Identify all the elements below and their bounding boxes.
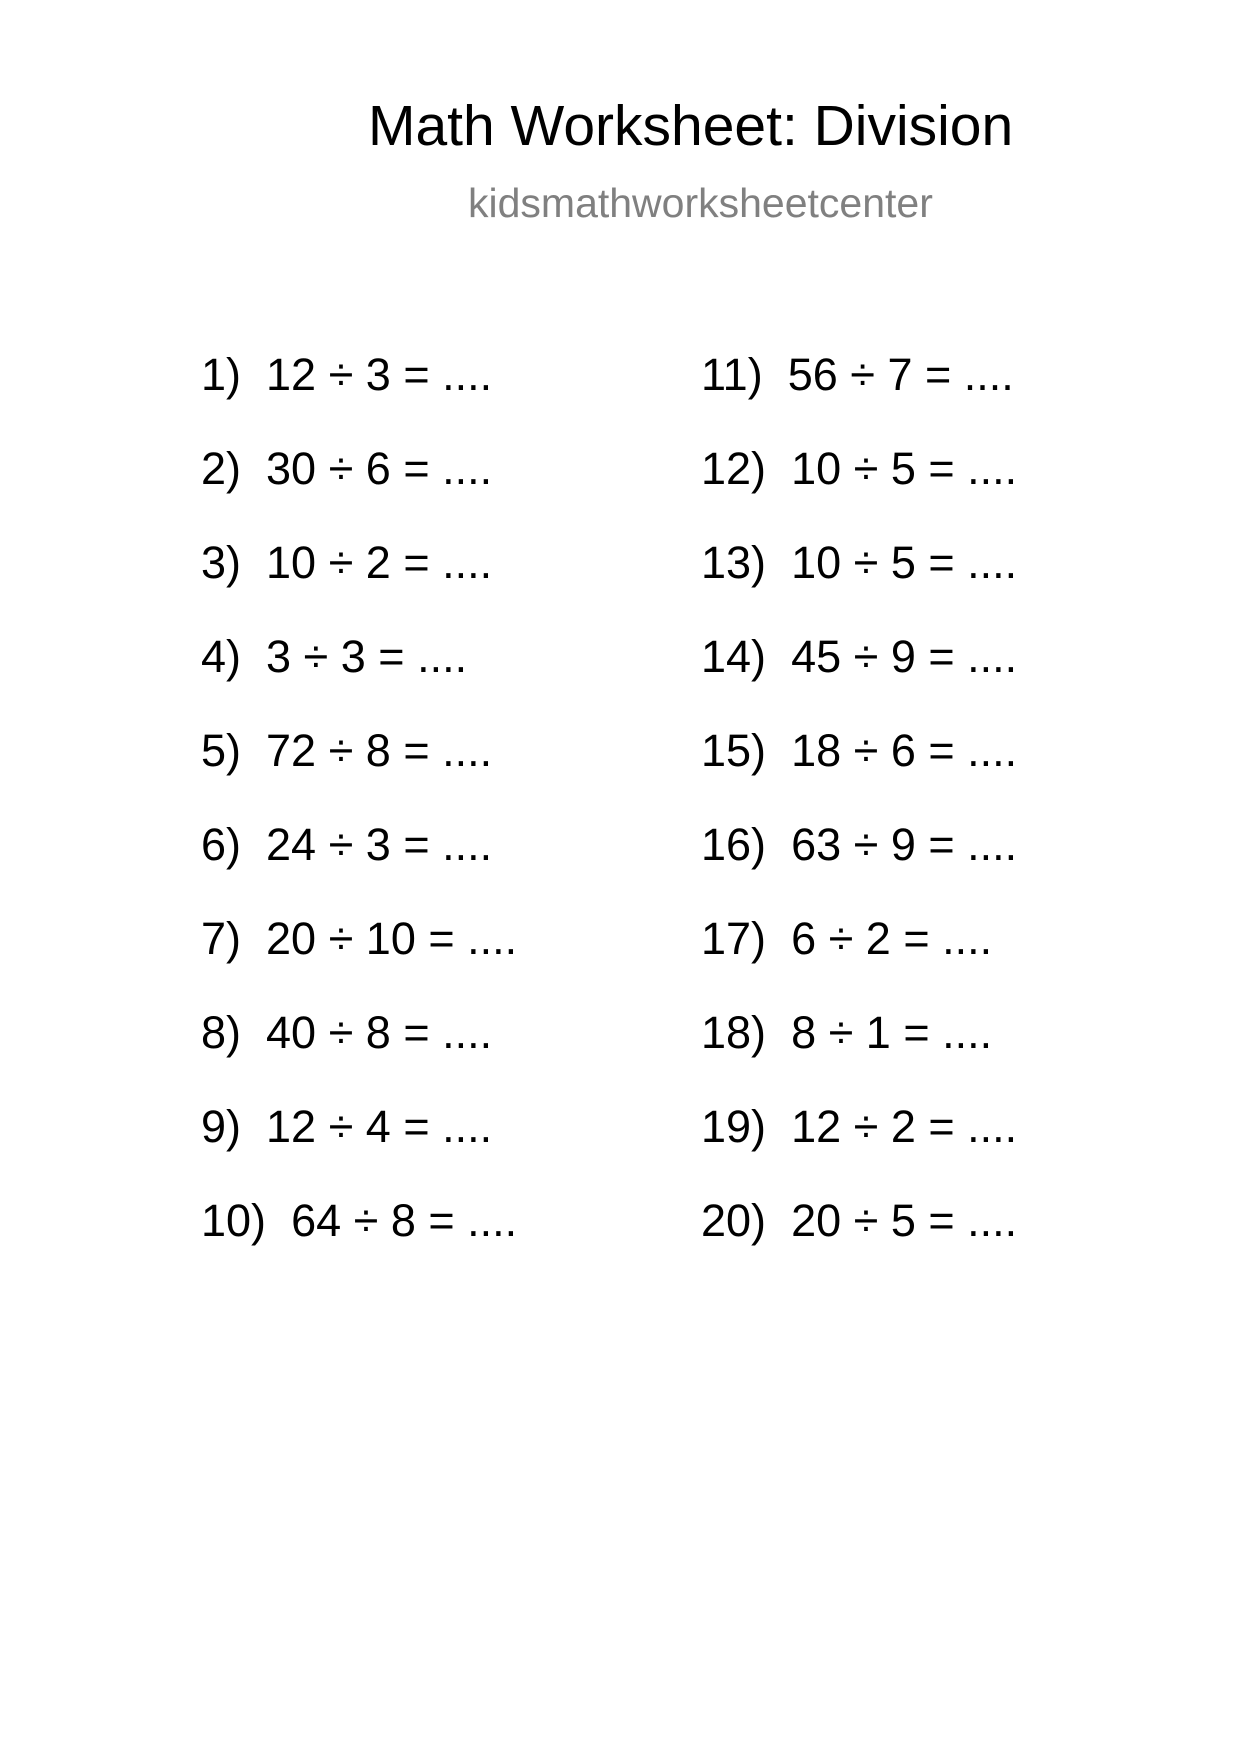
- problem-19: [701, 1101, 1018, 1152]
- problem-10: [201, 1195, 518, 1246]
- problem-number: 8): [201, 1007, 242, 1058]
- problem-expression: 72 ÷ 8 = ....: [266, 725, 493, 776]
- problem-expression: 20 ÷ 5 = ....: [791, 1195, 1018, 1246]
- problem-8: [201, 1007, 493, 1058]
- problem-11: [701, 349, 1014, 400]
- problem-2: [201, 443, 493, 494]
- problem-number: 4): [201, 631, 242, 682]
- problem-expression: 6 ÷ 2 = ....: [791, 913, 993, 964]
- problem-number: 17): [701, 913, 767, 964]
- problem-expression: 30 ÷ 6 = ....: [266, 443, 493, 494]
- problem-expression: 12 ÷ 2 = ....: [791, 1101, 1018, 1152]
- problem-expression: 10 ÷ 5 = ....: [791, 443, 1018, 494]
- problem-9: [201, 1101, 493, 1152]
- problem-expression: 8 ÷ 1 = ....: [791, 1007, 993, 1058]
- problem-number: 6): [201, 819, 242, 870]
- problem-17: [701, 913, 993, 964]
- problem-13: [701, 537, 1018, 588]
- problem-6: [201, 819, 493, 870]
- problem-number: 19): [701, 1101, 767, 1152]
- problem-number: 3): [201, 537, 242, 588]
- problem-expression: 63 ÷ 9 = ....: [791, 819, 1018, 870]
- problem-16: [701, 819, 1018, 870]
- problem-3: [201, 537, 493, 588]
- problem-expression: 45 ÷ 9 = ....: [791, 631, 1018, 682]
- problem-expression: 18 ÷ 6 = ....: [791, 725, 1018, 776]
- problem-number: 11): [701, 349, 763, 400]
- problem-expression: 24 ÷ 3 = ....: [266, 819, 493, 870]
- problem-number: 2): [201, 443, 242, 494]
- problem-7: [201, 913, 518, 964]
- problem-number: 18): [701, 1007, 767, 1058]
- problem-number: 5): [201, 725, 242, 776]
- worksheet-title: Math Worksheet: Division: [368, 94, 1014, 158]
- problem-expression: 20 ÷ 10 = ....: [266, 913, 518, 964]
- problem-number: 1): [201, 349, 242, 400]
- problem-expression: 10 ÷ 5 = ....: [791, 537, 1018, 588]
- problem-number: 15): [701, 725, 767, 776]
- worksheet-source: kidsmathworksheetcenter: [468, 180, 933, 226]
- problem-number: 10): [201, 1195, 267, 1246]
- problem-4: [201, 631, 468, 682]
- problem-14: [701, 631, 1018, 682]
- problem-expression: 12 ÷ 4 = ....: [266, 1101, 493, 1152]
- problem-number: 16): [701, 819, 767, 870]
- problem-number: 12): [701, 443, 767, 494]
- problem-expression: 10 ÷ 2 = ....: [266, 537, 493, 588]
- problem-18: [701, 1007, 993, 1058]
- problem-5: [201, 725, 493, 776]
- problem-expression: 64 ÷ 8 = ....: [291, 1195, 518, 1246]
- problem-number: 9): [201, 1101, 242, 1152]
- problem-expression: 12 ÷ 3 = ....: [266, 349, 493, 400]
- problem-15: [701, 725, 1018, 776]
- problem-1: [201, 349, 493, 400]
- problem-number: 20): [701, 1195, 767, 1246]
- problem-12: [701, 443, 1018, 494]
- problem-expression: 3 ÷ 3 = ....: [266, 631, 468, 682]
- problem-number: 7): [201, 913, 242, 964]
- problem-expression: 56 ÷ 7 = ....: [787, 349, 1014, 400]
- problem-number: 13): [701, 537, 767, 588]
- problem-number: 14): [701, 631, 767, 682]
- problem-20: [701, 1195, 1018, 1246]
- problem-expression: 40 ÷ 8 = ....: [266, 1007, 493, 1058]
